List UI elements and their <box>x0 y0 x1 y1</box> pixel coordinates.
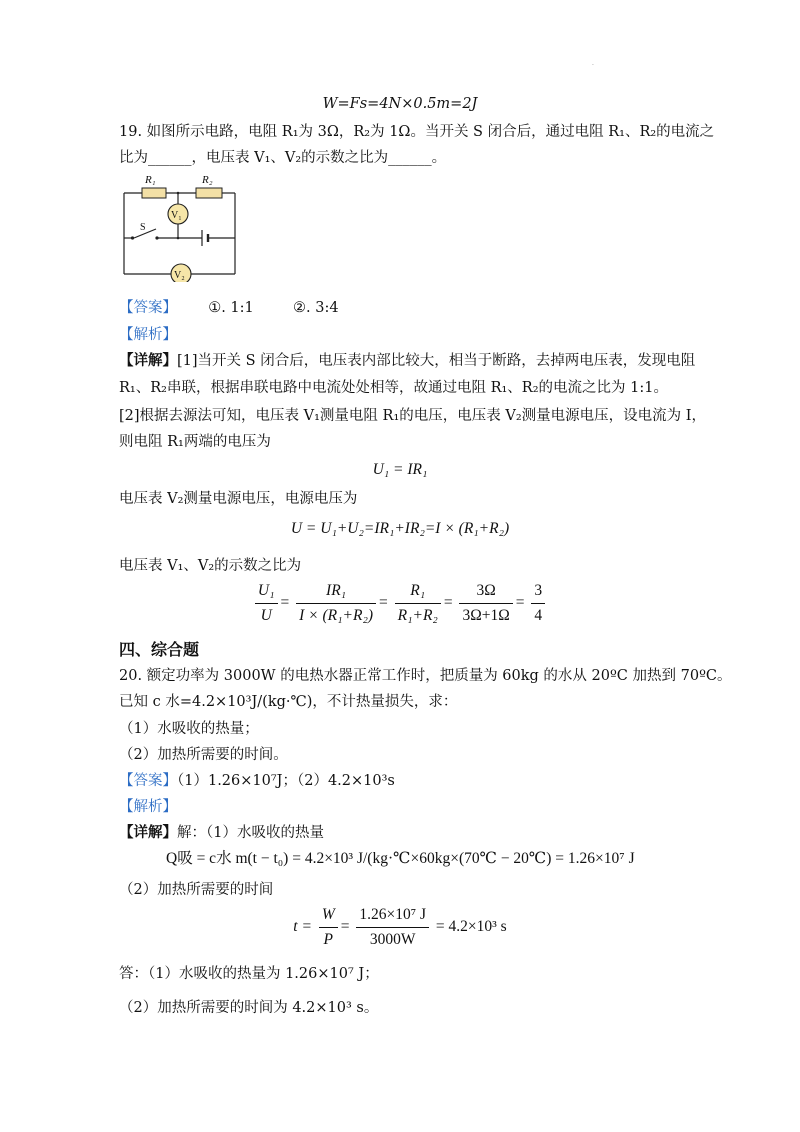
q20-detail-line1 <box>119 823 324 843</box>
q19-detail-1b: R₁、R₂串联，根据串联电路中电流处处相等，故通过电阻 R₁、R₂的电流之比为 1:1。 <box>119 380 668 396</box>
q19-detail-1a: [1]当开关 S 闭合后，电压表内部比较大，相当于断路，去掉两电压表，发现电阻 <box>177 353 696 369</box>
q19-text-ratio: 电压表 V₁、V₂的示数之比为 <box>119 558 302 574</box>
previous-answer-tail: W=Fs=4N×0.5m=2J <box>322 96 478 112</box>
fraction-u1-over-u: $\frac{\text{U₁}}{U}$ <box>255 582 278 625</box>
q19-circuit-diagram <box>118 166 242 282</box>
q19-text-v2: 电压表 V₂测量电源电压，电源电压为 <box>119 491 358 507</box>
q19-equation-u: U = U₁+U₂=IR₁+IR₂=I × (R₁+R₂) <box>290 520 510 537</box>
q20-answer-row <box>119 771 395 791</box>
resistor-r1 <box>142 188 166 198</box>
q20-final-answer-2: （2）加热所需要的时间为 4.2×10³ s。 <box>119 1000 379 1016</box>
q20-sub-question-2: （2）加热所需要的时间。 <box>119 747 288 763</box>
label-v1: V₁ <box>171 210 182 221</box>
q19-equation-u1: U₁ = IR₁ <box>372 461 428 478</box>
q19-answer-1: ①. 1:1 <box>208 300 254 316</box>
q19-answer-2: ②. 3:4 <box>293 300 339 316</box>
q20-detail-2: （2）加热所需要的时间 <box>119 882 274 898</box>
q20-answer: （1）1.26×10⁷J；（2）4.2×10³s <box>177 773 395 789</box>
q20-detail-1: 解：（1）水吸收的热量 <box>177 825 324 841</box>
fraction-3ohm-over-4ohm: $\frac{3\Omega}{3\Omega+1\Omega}$ <box>459 582 512 625</box>
q20-equation-time: t = $\frac{W}{P}$ = $\frac{\text{1.26×10⁷ J}}{3000W}$ = 4.2×10³ s <box>293 906 507 948</box>
fraction-energy-over-power: $\frac{\text{1.26×10⁷ J}}{3000W}$ <box>356 906 429 949</box>
resistor-r2 <box>196 188 222 198</box>
fraction-r1-over-sum: $\frac{\text{R₁}}{\text{R₁+R₂}}$ <box>395 582 441 625</box>
q20-stem-line2: 已知 c 水=4.2×10³J/(kg·℃)，不计热量损失，求： <box>119 694 458 710</box>
q20-sub-question-1: （1）水吸收的热量； <box>119 721 259 737</box>
q19-equation-ratio: $\frac{\text{U₁}}{U}$ = $\frac{\text{IR₁}}{\text{I × (R₁+R₂)}}$ = $\frac{\text{R₁}}{\text{R₁+R₂}}$ = $\frac{3\Omega}{3\Omega+1\Omega}$ = $\frac{3}{4}$ <box>0 582 800 625</box>
q19-answer-row <box>119 298 339 318</box>
q19-analysis-tag: 【解析】 <box>119 327 177 343</box>
label-r2: R₂ <box>202 174 213 186</box>
fraction-ir1-over-total: $\frac{\text{IR₁}}{\text{I × (R₁+R₂)}}$ <box>296 582 376 625</box>
q19-detail-2a: [2]根据去源法可知，电压表 V₁测量电阻 R₁的电压，电压表 V₂测量电源电压，设电流为 I， <box>119 408 706 424</box>
q20-answer-tag: 【答案】 <box>119 773 177 789</box>
q19-detail-line1 <box>119 351 695 371</box>
q20-analysis-tag: 【解析】 <box>119 799 177 815</box>
q19-answer-tag: 【答案】 <box>119 300 177 316</box>
label-v2: V₂ <box>174 270 185 281</box>
q19-stem-line1: 19. 如图所示电路，电阻 R₁为 3Ω，R₂为 1Ω。当开关 S 闭合后，通过电阻 R₁、R₂的电流之 <box>119 124 715 140</box>
label-switch-s: S <box>140 222 146 233</box>
q20-stem-line1: 20. 额定功率为 3000W 的电热水器正常工作时，把质量为 60kg 的水从 20ºC 加热到 70ºC。 <box>119 668 732 684</box>
q20-equation-heat: Q吸 = c水 m(t − t₀) = 4.2×10³ J/(kg·℃×60kg×(70℃ − 20℃) = 1.26×10⁷ J <box>166 850 635 867</box>
q19-detail-2b: 则电阻 R₁两端的电压为 <box>119 434 271 450</box>
fraction-w-over-p: $\frac{W}{P}$ <box>319 906 338 949</box>
corner-mark: · <box>592 62 594 69</box>
section-heading-4: 四、综合题 <box>119 640 200 659</box>
fraction-3-over-4: $\frac{3}{4}$ <box>531 582 545 625</box>
q20-final-answer-1: 答：（1）水吸收的热量为 1.26×10⁷ J； <box>119 966 379 982</box>
q20-detail-tag: 【详解】 <box>119 824 177 841</box>
q19-stem-line2: 比为______，电压表 V₁、V₂的示数之比为______。 <box>119 150 447 166</box>
label-r1: R₁ <box>145 174 156 186</box>
q19-detail-tag: 【详解】 <box>119 352 177 369</box>
